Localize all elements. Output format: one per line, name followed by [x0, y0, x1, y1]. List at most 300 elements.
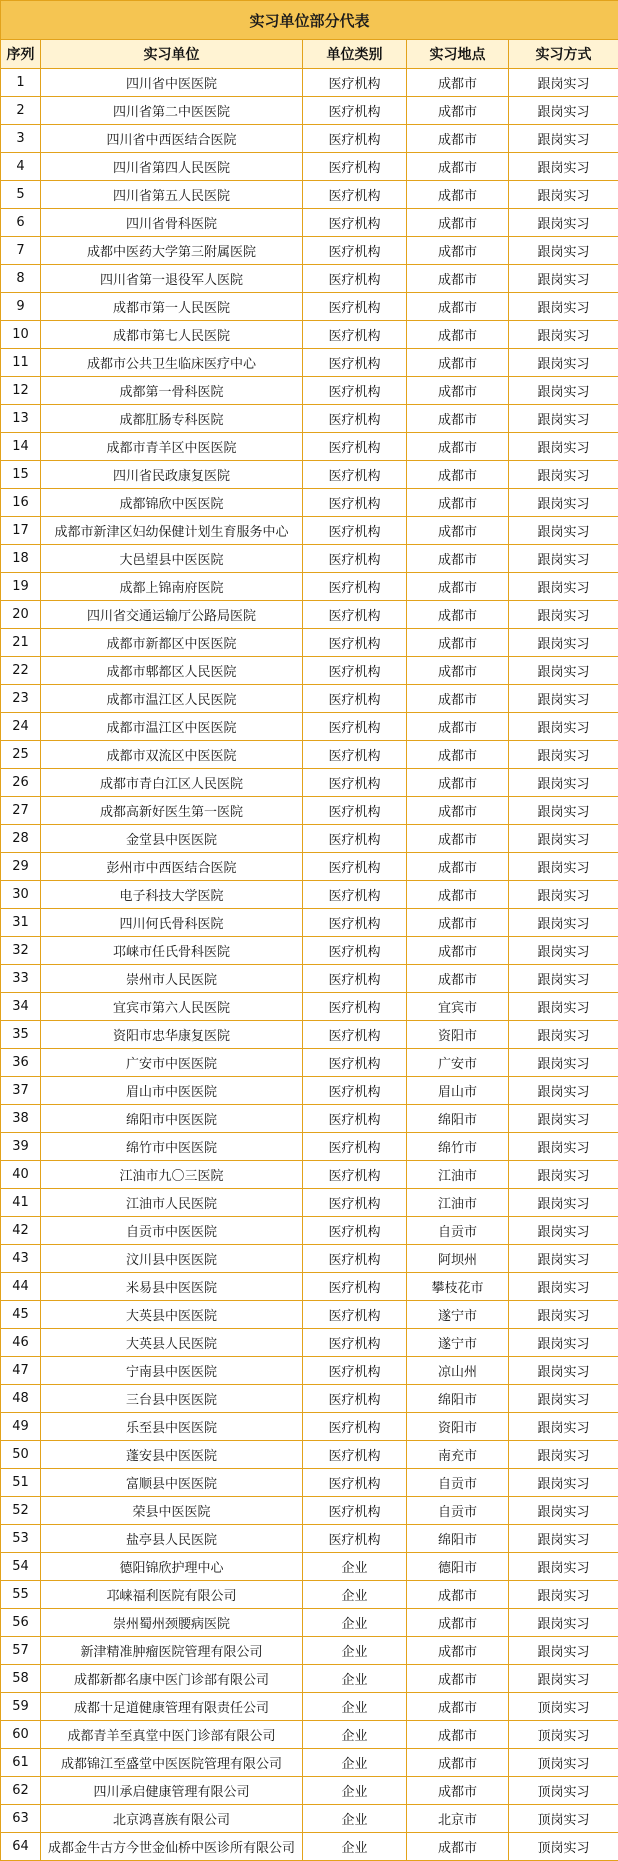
cell-index: 11: [1, 349, 41, 377]
cell-unit-name: 成都肛肠专科医院: [41, 405, 303, 433]
header-row: [1, 40, 618, 69]
cell-location: 成都市: [407, 1721, 509, 1749]
cell-unit-name: 绵阳市中医医院: [41, 1105, 303, 1133]
table-row: [1, 1413, 618, 1441]
cell-unit-name: 荣县中医医院: [41, 1497, 303, 1525]
cell-category: 医疗机构: [303, 1441, 407, 1469]
cell-mode: 跟岗实习: [509, 1497, 618, 1525]
cell-category: 企业: [303, 1553, 407, 1581]
table-row: [1, 1161, 618, 1189]
table-row: [1, 489, 618, 517]
table-row: [1, 1357, 618, 1385]
cell-location: 成都市: [407, 125, 509, 153]
cell-unit-name: 四川省第二中医医院: [41, 97, 303, 125]
cell-location: 资阳市: [407, 1413, 509, 1441]
cell-mode: 跟岗实习: [509, 825, 618, 853]
cell-category: 医疗机构: [303, 1133, 407, 1161]
cell-category: 医疗机构: [303, 1161, 407, 1189]
cell-location: 成都市: [407, 965, 509, 993]
cell-index: 12: [1, 377, 41, 405]
cell-category: 医疗机构: [303, 181, 407, 209]
cell-location: 成都市: [407, 1581, 509, 1609]
table-row: [1, 293, 618, 321]
cell-location: 成都市: [407, 349, 509, 377]
cell-unit-name: 新津精准肿瘤医院管理有限公司: [41, 1637, 303, 1665]
cell-location: 成都市: [407, 461, 509, 489]
cell-index: 52: [1, 1497, 41, 1525]
cell-unit-name: 成都市青羊区中医医院: [41, 433, 303, 461]
cell-mode: 跟岗实习: [509, 1329, 618, 1357]
table-row: [1, 601, 618, 629]
table-row: [1, 377, 618, 405]
table-row: [1, 741, 618, 769]
cell-mode: 跟岗实习: [509, 937, 618, 965]
cell-mode: 跟岗实习: [509, 573, 618, 601]
cell-location: 自贡市: [407, 1217, 509, 1245]
table-row: [1, 1133, 618, 1161]
cell-mode: 跟岗实习: [509, 125, 618, 153]
cell-unit-name: 大英县中医医院: [41, 1301, 303, 1329]
cell-location: 德阳市: [407, 1553, 509, 1581]
cell-index: 2: [1, 97, 41, 125]
cell-mode: 顶岗实习: [509, 1777, 618, 1805]
cell-unit-name: 成都锦江至盛堂中医医院管理有限公司: [41, 1749, 303, 1777]
cell-mode: 跟岗实习: [509, 1637, 618, 1665]
table-row: [1, 1049, 618, 1077]
cell-unit-name: 成都高新好医生第一医院: [41, 797, 303, 825]
cell-mode: 跟岗实习: [509, 853, 618, 881]
cell-location: 成都市: [407, 265, 509, 293]
cell-location: 江油市: [407, 1189, 509, 1217]
cell-mode: 跟岗实习: [509, 405, 618, 433]
table-row: [1, 1105, 618, 1133]
table-row: [1, 1301, 618, 1329]
table-row: [1, 405, 618, 433]
table-row: [1, 69, 618, 97]
title-row: [1, 1, 618, 40]
cell-category: 医疗机构: [303, 1357, 407, 1385]
cell-location: 绵阳市: [407, 1385, 509, 1413]
cell-category: 企业: [303, 1777, 407, 1805]
cell-index: 42: [1, 1217, 41, 1245]
cell-index: 20: [1, 601, 41, 629]
cell-location: 攀枝花市: [407, 1273, 509, 1301]
cell-category: 企业: [303, 1581, 407, 1609]
cell-location: 成都市: [407, 69, 509, 97]
cell-index: 61: [1, 1749, 41, 1777]
cell-location: 成都市: [407, 769, 509, 797]
table-row: [1, 825, 618, 853]
cell-unit-name: 金堂县中医医院: [41, 825, 303, 853]
cell-index: 40: [1, 1161, 41, 1189]
cell-category: 医疗机构: [303, 517, 407, 545]
cell-unit-name: 邛崃福利医院有限公司: [41, 1581, 303, 1609]
cell-location: 成都市: [407, 853, 509, 881]
cell-unit-name: 成都十足道健康管理有限责任公司: [41, 1693, 303, 1721]
table-row: [1, 545, 618, 573]
cell-index: 50: [1, 1441, 41, 1469]
table-row: [1, 1581, 618, 1609]
cell-mode: 跟岗实习: [509, 629, 618, 657]
cell-category: 医疗机构: [303, 573, 407, 601]
cell-unit-name: 四川承启健康管理有限公司: [41, 1777, 303, 1805]
table-title: 实习单位部分代表: [1, 1, 618, 40]
cell-mode: 跟岗实习: [509, 685, 618, 713]
cell-index: 17: [1, 517, 41, 545]
cell-unit-name: 成都中医药大学第三附属医院: [41, 237, 303, 265]
cell-index: 16: [1, 489, 41, 517]
cell-unit-name: 成都市温江区人民医院: [41, 685, 303, 713]
cell-index: 28: [1, 825, 41, 853]
cell-unit-name: 成都市第七人民医院: [41, 321, 303, 349]
cell-location: 成都市: [407, 937, 509, 965]
cell-index: 1: [1, 69, 41, 97]
cell-index: 62: [1, 1777, 41, 1805]
cell-index: 39: [1, 1133, 41, 1161]
cell-mode: 跟岗实习: [509, 1665, 618, 1693]
cell-category: 企业: [303, 1749, 407, 1777]
table-row: [1, 461, 618, 489]
cell-index: 23: [1, 685, 41, 713]
table-row: [1, 1721, 618, 1749]
cell-unit-name: 自贡市中医医院: [41, 1217, 303, 1245]
cell-index: 37: [1, 1077, 41, 1105]
cell-mode: 跟岗实习: [509, 657, 618, 685]
cell-category: 医疗机构: [303, 1189, 407, 1217]
cell-index: 43: [1, 1245, 41, 1273]
cell-unit-name: 成都上锦南府医院: [41, 573, 303, 601]
cell-unit-name: 成都市青白江区人民医院: [41, 769, 303, 797]
cell-category: 医疗机构: [303, 433, 407, 461]
cell-location: 成都市: [407, 825, 509, 853]
cell-location: 成都市: [407, 573, 509, 601]
cell-unit-name: 乐至县中医医院: [41, 1413, 303, 1441]
table-row: [1, 1525, 618, 1553]
table-row: [1, 1805, 618, 1833]
cell-category: 医疗机构: [303, 1077, 407, 1105]
cell-category: 医疗机构: [303, 1217, 407, 1245]
cell-category: 医疗机构: [303, 69, 407, 97]
table-row: [1, 181, 618, 209]
cell-mode: 跟岗实习: [509, 1021, 618, 1049]
cell-location: 成都市: [407, 1665, 509, 1693]
cell-mode: 跟岗实习: [509, 97, 618, 125]
cell-mode: 跟岗实习: [509, 1133, 618, 1161]
table-row: [1, 237, 618, 265]
cell-location: 眉山市: [407, 1077, 509, 1105]
cell-category: 医疗机构: [303, 853, 407, 881]
cell-location: 遂宁市: [407, 1301, 509, 1329]
cell-index: 22: [1, 657, 41, 685]
cell-mode: 跟岗实习: [509, 265, 618, 293]
cell-category: 企业: [303, 1637, 407, 1665]
table-row: [1, 937, 618, 965]
cell-location: 资阳市: [407, 1021, 509, 1049]
cell-unit-name: 成都青羊至真堂中医门诊部有限公司: [41, 1721, 303, 1749]
cell-mode: 顶岗实习: [509, 1721, 618, 1749]
cell-mode: 跟岗实习: [509, 1469, 618, 1497]
cell-mode: 跟岗实习: [509, 69, 618, 97]
cell-location: 成都市: [407, 685, 509, 713]
cell-index: 26: [1, 769, 41, 797]
cell-unit-name: 资阳市忠华康复医院: [41, 1021, 303, 1049]
table-row: [1, 433, 618, 461]
cell-category: 医疗机构: [303, 1021, 407, 1049]
cell-mode: 跟岗实习: [509, 237, 618, 265]
cell-location: 成都市: [407, 237, 509, 265]
cell-index: 35: [1, 1021, 41, 1049]
table-row: [1, 797, 618, 825]
cell-category: 医疗机构: [303, 545, 407, 573]
table-row: [1, 97, 618, 125]
cell-location: 遂宁市: [407, 1329, 509, 1357]
header-index: 序列: [1, 40, 41, 69]
cell-location: 成都市: [407, 1637, 509, 1665]
cell-unit-name: 成都锦欣中医医院: [41, 489, 303, 517]
cell-unit-name: 邛崃市任氏骨科医院: [41, 937, 303, 965]
cell-unit-name: 德阳锦欣护理中心: [41, 1553, 303, 1581]
cell-mode: 跟岗实习: [509, 1441, 618, 1469]
table-row: [1, 713, 618, 741]
cell-location: 成都市: [407, 1777, 509, 1805]
cell-unit-name: 绵竹市中医医院: [41, 1133, 303, 1161]
cell-index: 15: [1, 461, 41, 489]
cell-mode: 顶岗实习: [509, 1749, 618, 1777]
cell-index: 53: [1, 1525, 41, 1553]
cell-category: 医疗机构: [303, 937, 407, 965]
cell-category: 医疗机构: [303, 405, 407, 433]
cell-mode: 跟岗实习: [509, 1581, 618, 1609]
cell-category: 企业: [303, 1833, 407, 1861]
cell-index: 25: [1, 741, 41, 769]
cell-index: 55: [1, 1581, 41, 1609]
cell-index: 10: [1, 321, 41, 349]
table-row: [1, 349, 618, 377]
cell-location: 绵竹市: [407, 1133, 509, 1161]
cell-mode: 跟岗实习: [509, 769, 618, 797]
cell-mode: 跟岗实习: [509, 545, 618, 573]
cell-category: 医疗机构: [303, 489, 407, 517]
cell-mode: 跟岗实习: [509, 909, 618, 937]
table-row: [1, 1189, 618, 1217]
table-body: [1, 69, 618, 1861]
cell-unit-name: 成都市双流区中医医院: [41, 741, 303, 769]
cell-mode: 跟岗实习: [509, 601, 618, 629]
cell-category: 医疗机构: [303, 657, 407, 685]
cell-index: 3: [1, 125, 41, 153]
cell-index: 34: [1, 993, 41, 1021]
cell-location: 成都市: [407, 377, 509, 405]
cell-index: 36: [1, 1049, 41, 1077]
cell-unit-name: 电子科技大学医院: [41, 881, 303, 909]
cell-index: 33: [1, 965, 41, 993]
cell-category: 医疗机构: [303, 153, 407, 181]
cell-index: 49: [1, 1413, 41, 1441]
cell-unit-name: 成都新都名康中医门诊部有限公司: [41, 1665, 303, 1693]
table-row: [1, 853, 618, 881]
cell-index: 64: [1, 1833, 41, 1861]
cell-category: 医疗机构: [303, 1385, 407, 1413]
cell-unit-name: 彭州市中西医结合医院: [41, 853, 303, 881]
cell-mode: 跟岗实习: [509, 377, 618, 405]
cell-index: 41: [1, 1189, 41, 1217]
cell-unit-name: 四川省中医医院: [41, 69, 303, 97]
cell-mode: 跟岗实习: [509, 993, 618, 1021]
cell-index: 38: [1, 1105, 41, 1133]
table-row: [1, 1553, 618, 1581]
cell-index: 13: [1, 405, 41, 433]
cell-index: 19: [1, 573, 41, 601]
cell-unit-name: 四川省民政康复医院: [41, 461, 303, 489]
cell-index: 27: [1, 797, 41, 825]
cell-mode: 跟岗实习: [509, 153, 618, 181]
cell-category: 医疗机构: [303, 209, 407, 237]
cell-unit-name: 成都金牛古方今世金仙桥中医诊所有限公司: [41, 1833, 303, 1861]
cell-unit-name: 四川省第五人民医院: [41, 181, 303, 209]
table-row: [1, 657, 618, 685]
cell-index: 4: [1, 153, 41, 181]
cell-location: 成都市: [407, 433, 509, 461]
cell-mode: 跟岗实习: [509, 1273, 618, 1301]
cell-mode: 顶岗实习: [509, 1693, 618, 1721]
table-row: [1, 1245, 618, 1273]
cell-unit-name: 米易县中医医院: [41, 1273, 303, 1301]
table-row: [1, 209, 618, 237]
cell-unit-name: 广安市中医医院: [41, 1049, 303, 1077]
cell-mode: 顶岗实习: [509, 1805, 618, 1833]
table-row: [1, 1441, 618, 1469]
table-row: [1, 629, 618, 657]
cell-index: 18: [1, 545, 41, 573]
cell-category: 医疗机构: [303, 1273, 407, 1301]
cell-index: 54: [1, 1553, 41, 1581]
cell-location: 凉山州: [407, 1357, 509, 1385]
cell-unit-name: 蓬安县中医医院: [41, 1441, 303, 1469]
cell-mode: 跟岗实习: [509, 1077, 618, 1105]
cell-category: 医疗机构: [303, 293, 407, 321]
cell-unit-name: 成都市温江区中医医院: [41, 713, 303, 741]
cell-index: 60: [1, 1721, 41, 1749]
table-row: [1, 1777, 618, 1805]
table-row: [1, 153, 618, 181]
cell-mode: 跟岗实习: [509, 293, 618, 321]
cell-category: 医疗机构: [303, 1245, 407, 1273]
cell-mode: 跟岗实习: [509, 965, 618, 993]
cell-unit-name: 汶川县中医医院: [41, 1245, 303, 1273]
cell-category: 医疗机构: [303, 685, 407, 713]
cell-category: 医疗机构: [303, 349, 407, 377]
cell-mode: 跟岗实习: [509, 1189, 618, 1217]
cell-location: 北京市: [407, 1805, 509, 1833]
cell-category: 医疗机构: [303, 881, 407, 909]
table-row: [1, 1497, 618, 1525]
header-mode: 实习方式: [509, 40, 618, 69]
cell-category: 医疗机构: [303, 769, 407, 797]
cell-category: 企业: [303, 1805, 407, 1833]
cell-location: 江油市: [407, 1161, 509, 1189]
cell-unit-name: 成都市新都区中医医院: [41, 629, 303, 657]
cell-mode: 跟岗实习: [509, 741, 618, 769]
cell-unit-name: 成都市第一人民医院: [41, 293, 303, 321]
cell-location: 成都市: [407, 881, 509, 909]
cell-category: 医疗机构: [303, 741, 407, 769]
table-row: [1, 1833, 618, 1861]
cell-category: 医疗机构: [303, 601, 407, 629]
cell-location: 绵阳市: [407, 1525, 509, 1553]
cell-location: 成都市: [407, 713, 509, 741]
cell-category: 医疗机构: [303, 1525, 407, 1553]
cell-mode: 跟岗实习: [509, 433, 618, 461]
cell-mode: 跟岗实习: [509, 209, 618, 237]
cell-category: 医疗机构: [303, 713, 407, 741]
cell-category: 医疗机构: [303, 1413, 407, 1441]
cell-mode: 跟岗实习: [509, 713, 618, 741]
table-row: [1, 265, 618, 293]
cell-location: 成都市: [407, 181, 509, 209]
table-row: [1, 1665, 618, 1693]
cell-location: 成都市: [407, 97, 509, 125]
cell-category: 医疗机构: [303, 1497, 407, 1525]
cell-mode: 跟岗实习: [509, 321, 618, 349]
cell-index: 32: [1, 937, 41, 965]
cell-location: 自贡市: [407, 1497, 509, 1525]
cell-location: 成都市: [407, 1833, 509, 1861]
cell-location: 成都市: [407, 1693, 509, 1721]
cell-index: 21: [1, 629, 41, 657]
cell-mode: 跟岗实习: [509, 517, 618, 545]
cell-index: 57: [1, 1637, 41, 1665]
cell-mode: 跟岗实习: [509, 1413, 618, 1441]
cell-location: 成都市: [407, 629, 509, 657]
cell-category: 医疗机构: [303, 321, 407, 349]
cell-category: 医疗机构: [303, 993, 407, 1021]
cell-unit-name: 成都第一骨科医院: [41, 377, 303, 405]
cell-category: 医疗机构: [303, 825, 407, 853]
cell-mode: 跟岗实习: [509, 181, 618, 209]
cell-location: 成都市: [407, 489, 509, 517]
table-row: [1, 909, 618, 937]
cell-unit-name: 成都市郫都区人民医院: [41, 657, 303, 685]
cell-location: 成都市: [407, 797, 509, 825]
cell-mode: 跟岗实习: [509, 1105, 618, 1133]
cell-location: 成都市: [407, 153, 509, 181]
cell-category: 医疗机构: [303, 909, 407, 937]
cell-index: 5: [1, 181, 41, 209]
table-row: [1, 1273, 618, 1301]
cell-index: 6: [1, 209, 41, 237]
cell-location: 成都市: [407, 405, 509, 433]
header-category: 单位类别: [303, 40, 407, 69]
cell-index: 29: [1, 853, 41, 881]
cell-location: 成都市: [407, 1749, 509, 1777]
cell-category: 医疗机构: [303, 461, 407, 489]
cell-index: 30: [1, 881, 41, 909]
cell-category: 医疗机构: [303, 1301, 407, 1329]
cell-unit-name: 大英县人民医院: [41, 1329, 303, 1357]
cell-location: 成都市: [407, 293, 509, 321]
cell-category: 医疗机构: [303, 265, 407, 293]
cell-category: 企业: [303, 1721, 407, 1749]
cell-unit-name: 北京鸿喜族有限公司: [41, 1805, 303, 1833]
cell-location: 成都市: [407, 517, 509, 545]
cell-index: 51: [1, 1469, 41, 1497]
cell-mode: 顶岗实习: [509, 1833, 618, 1861]
cell-unit-name: 盐亭县人民医院: [41, 1525, 303, 1553]
cell-index: 14: [1, 433, 41, 461]
cell-unit-name: 四川省中西医结合医院: [41, 125, 303, 153]
cell-mode: 跟岗实习: [509, 881, 618, 909]
cell-mode: 跟岗实习: [509, 1553, 618, 1581]
